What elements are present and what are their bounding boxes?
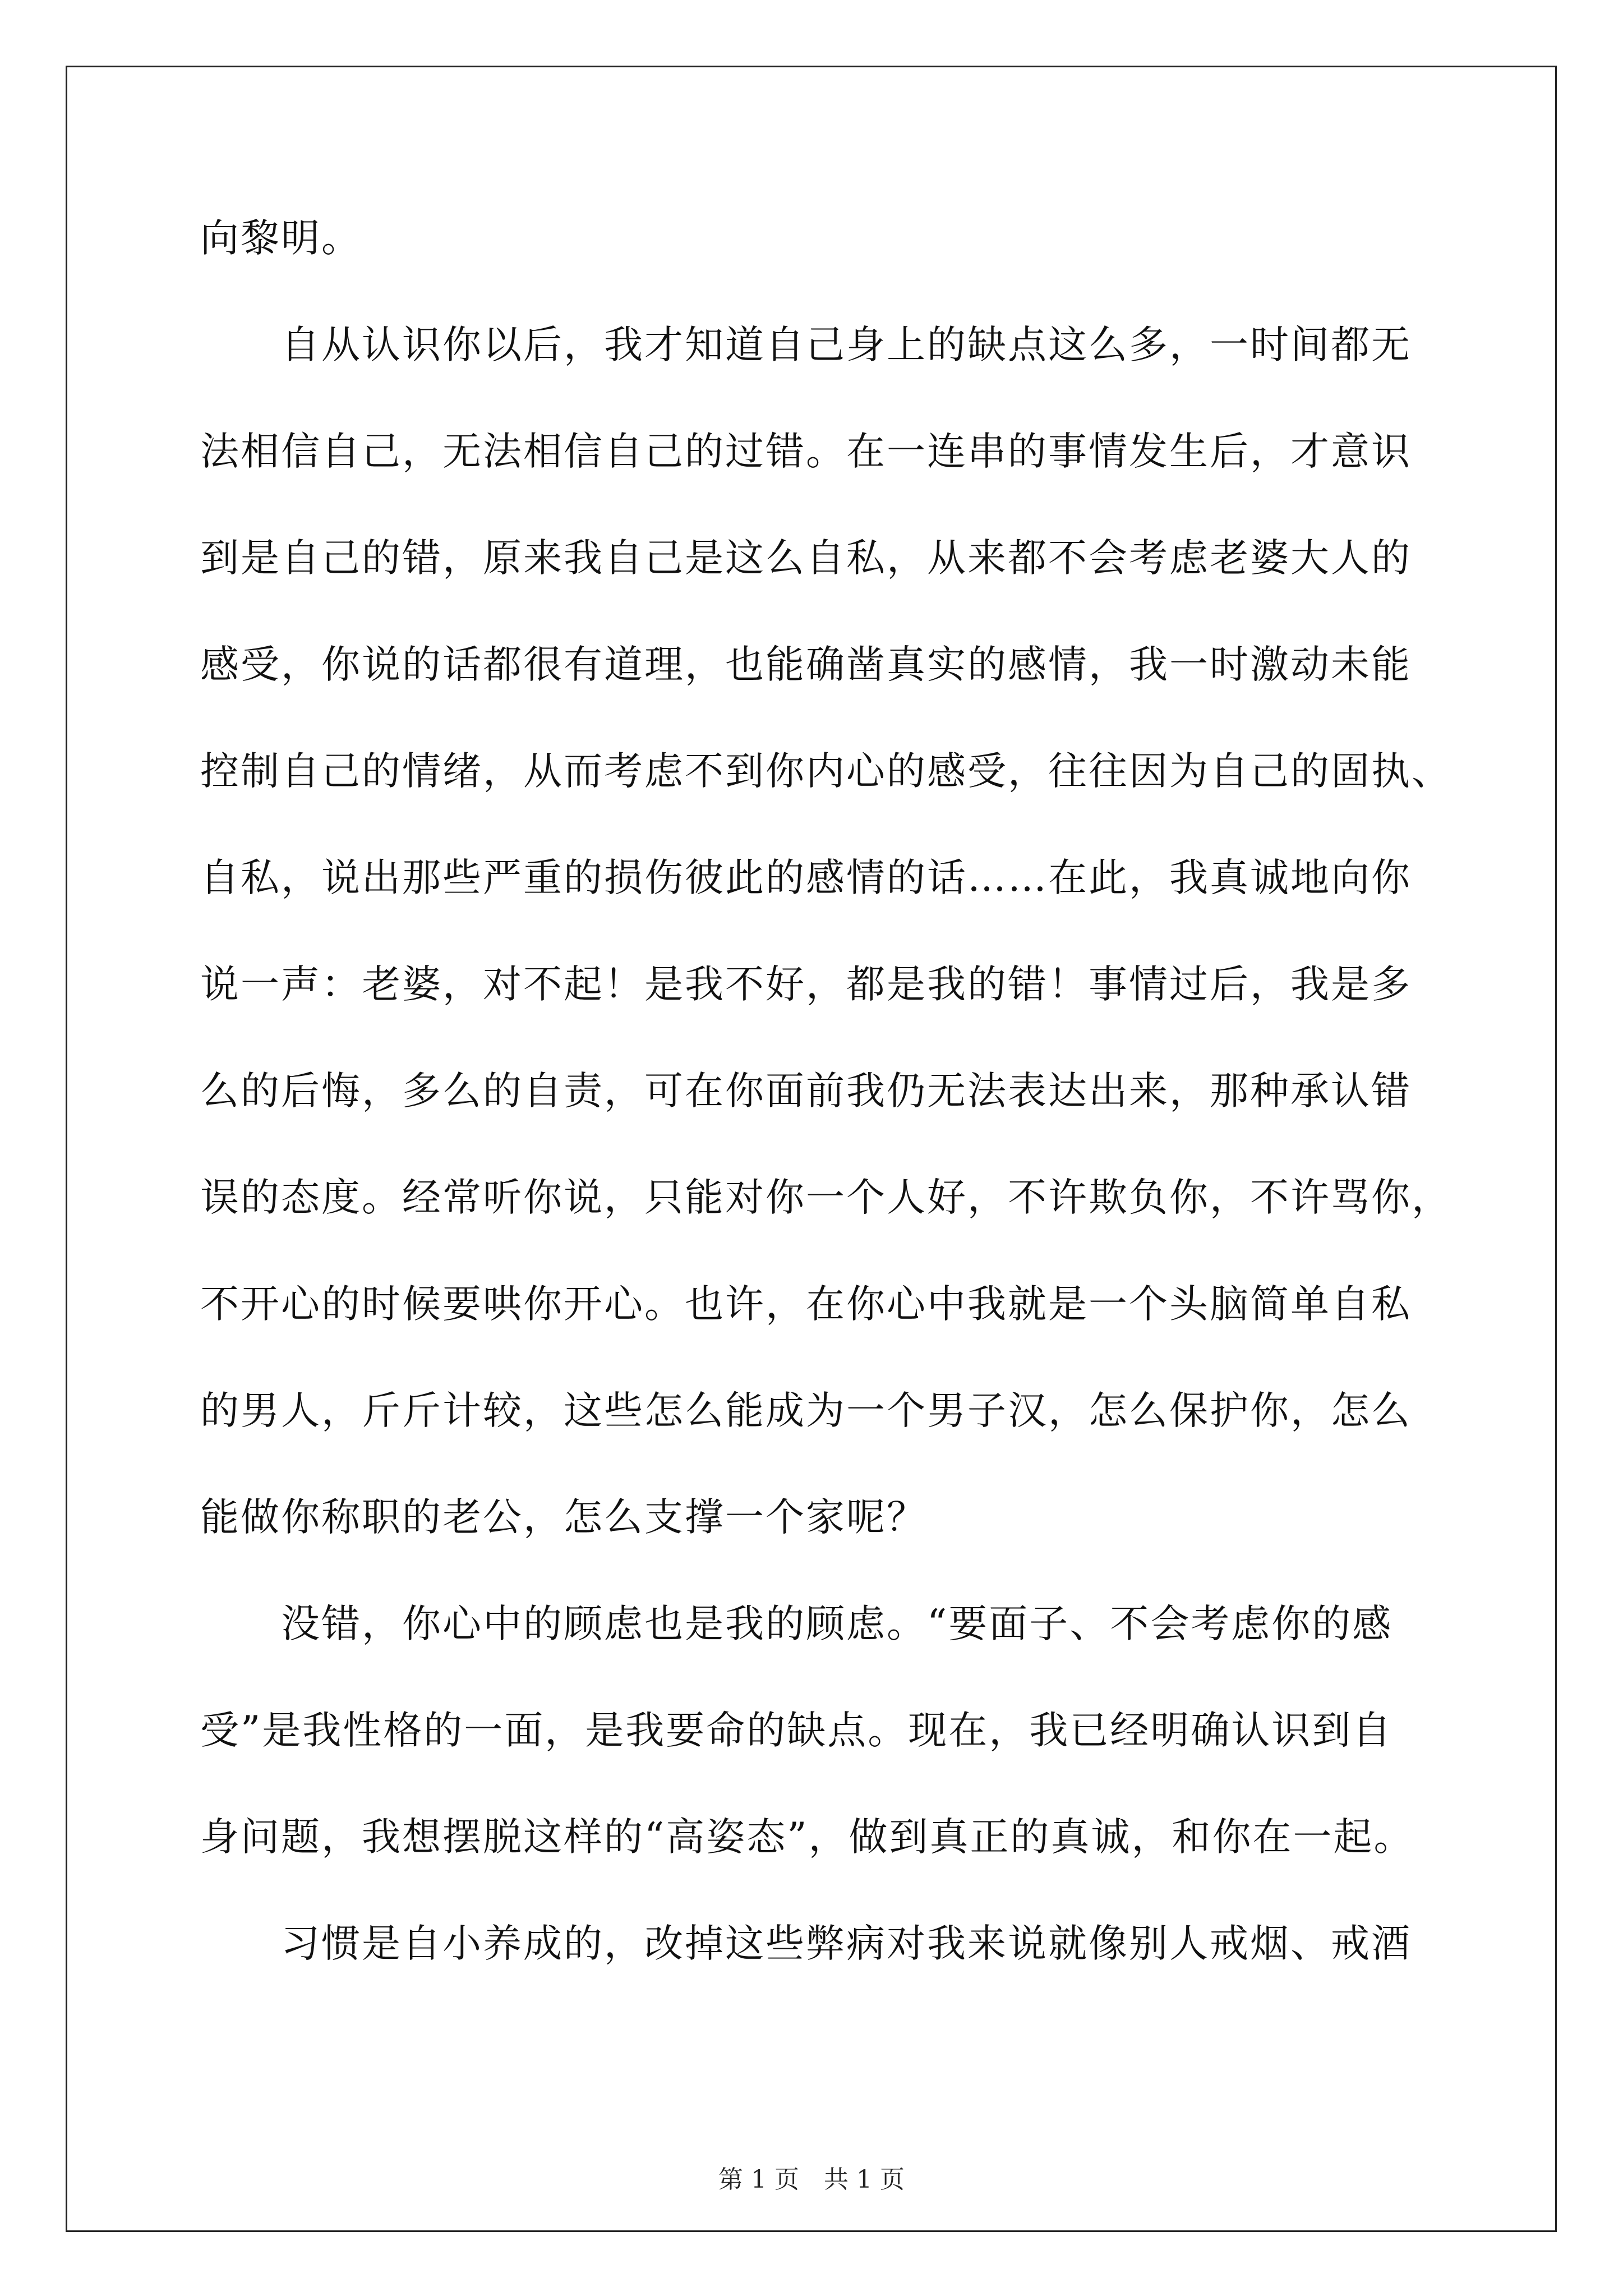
page-total: 共 1 页 [824, 2165, 905, 2194]
page-number: 第 1 页 [718, 2165, 799, 2194]
text-line: 的男人，斤斤计较，这些怎么能成为一个男子汉，怎么保护你，怎么 [200, 1388, 1412, 1433]
text-line: 没错，你心中的顾虑也是我的顾虑。“要面子、不会考虑你的感 [200, 1602, 1393, 1646]
text-line: 说一声：老婆，对不起！是我不好，都是我的错！事情过后，我是多 [200, 962, 1412, 1007]
text-line: 能做你称职的老公，怎么支撑一个家呢？ [200, 1495, 927, 1540]
text-line: 到是自己的错，原来我自己是这么自私，从来都不会考虑老婆大人的 [200, 536, 1412, 581]
page-footer [0, 2164, 1623, 2196]
text-line: 不开心的时候要哄你开心。也许，在你心中我就是一个头脑简单自私 [200, 1282, 1412, 1327]
text-line: 向黎明。 [200, 216, 362, 261]
text-line: 误的态度。经常听你说，只能对你一个人好，不许欺负你，不许骂你， [200, 1175, 1452, 1220]
text-line: 身问题，我想摆脱这样的“高姿态”，做到真正的真诚，和你在一起。 [200, 1815, 1414, 1860]
document-body [200, 213, 1490, 2025]
text-line: 控制自己的情绪，从而考虑不到你内心的感受，往往因为自己的固执、 [200, 749, 1452, 794]
text-line: 受”是我性格的一面，是我要命的缺点。现在，我已经明确认识到自 [200, 1708, 1393, 1753]
text-line: 自从认识你以后，我才知道自己身上的缺点这么多，一时间都无 [200, 323, 1412, 367]
text-line: 感受，你说的话都很有道理，也能确凿真实的感情，我一时激动未能 [200, 642, 1412, 687]
text-line: 法相信自己，无法相信自己的过错。在一连串的事情发生后，才意识 [200, 429, 1412, 474]
text-line: 么的后悔，多么的自责，可在你面前我仍无法表达出来，那种承认错 [200, 1069, 1412, 1114]
text-line: 自私，说出那些严重的损伤彼此的感情的话……在此，我真诚地向你 [200, 855, 1412, 900]
text-line: 习惯是自小养成的，改掉这些弊病对我来说就像别人戒烟、戒酒 [200, 1921, 1412, 1966]
